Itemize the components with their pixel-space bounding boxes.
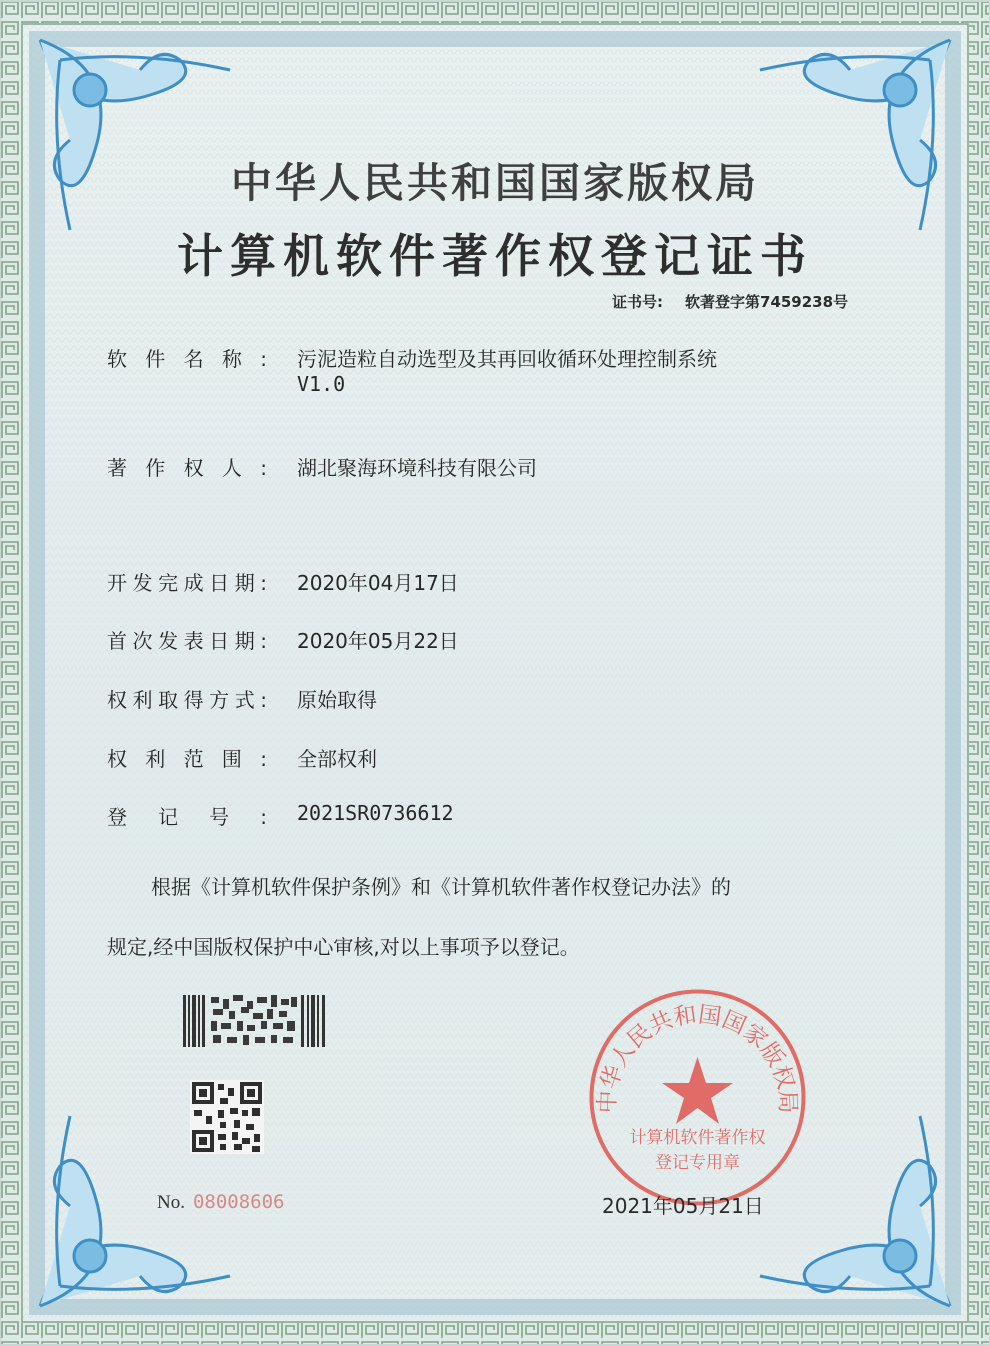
qr-code: [190, 1080, 264, 1154]
statement-line-2: 规定,经中国版权保护中心审核,对以上事项予以登记。: [107, 935, 580, 959]
certificate-title: 计算机软件著作权登记证书: [177, 229, 813, 283]
barcode: [183, 995, 329, 1047]
issue-date: 2021年05月21日: [602, 1194, 764, 1218]
field-label: 著作权人:: [107, 456, 267, 480]
seal-line-2: 登记专用章: [655, 1153, 740, 1173]
statement-line-1: 根据《计算机软件保护条例》和《计算机软件著作权登记办法》的: [151, 875, 731, 899]
official-seal: [585, 985, 810, 1210]
field-value: 2020年05月22日: [297, 629, 459, 653]
field-value: 全部权利: [297, 747, 377, 771]
field-label: 首次发表日期:: [107, 629, 267, 653]
field-dev-date: [107, 567, 459, 596]
field-label: 登记号:: [107, 805, 267, 829]
field-label: 权利范围:: [107, 747, 267, 771]
certificate-number: [612, 291, 848, 312]
field-value: 湖北聚海环境科技有限公司: [297, 456, 537, 480]
seal-star-icon: [662, 1057, 733, 1124]
field-value: 2020年04月17日: [297, 571, 459, 595]
certificate-number-label: 证书号:: [612, 293, 663, 311]
field-label: 软件名称:: [107, 347, 267, 371]
seal-line-1: 计算机软件著作权: [629, 1128, 766, 1148]
field-acquire: [107, 684, 377, 713]
field-label: 权利取得方式:: [107, 688, 267, 712]
field-value: V1.0: [297, 372, 346, 396]
field-value: 原始取得: [297, 688, 377, 712]
serial-number-label: No.: [157, 1192, 185, 1213]
field-scope: [107, 743, 377, 772]
certificate-number-value: 软著登字第7459238号: [685, 293, 849, 311]
seal-ring-text: 中华人民共和国国家版权局: [594, 1001, 801, 1114]
serial-number-value: 08008606: [192, 1191, 285, 1213]
field-registration-number: [107, 801, 454, 830]
field-label: 开发完成日期:: [107, 571, 267, 595]
agency-name: 中华人民共和国国家版权局: [231, 159, 759, 207]
field-value: 污泥造粒自动选型及其再回收循环处理控制系统: [297, 347, 717, 371]
serial-number: [157, 1191, 285, 1214]
field-value: 2021SR0736612: [297, 801, 454, 825]
field-pub-date: [107, 625, 459, 654]
field-software-name: [107, 343, 717, 372]
field-owner: [107, 452, 537, 481]
